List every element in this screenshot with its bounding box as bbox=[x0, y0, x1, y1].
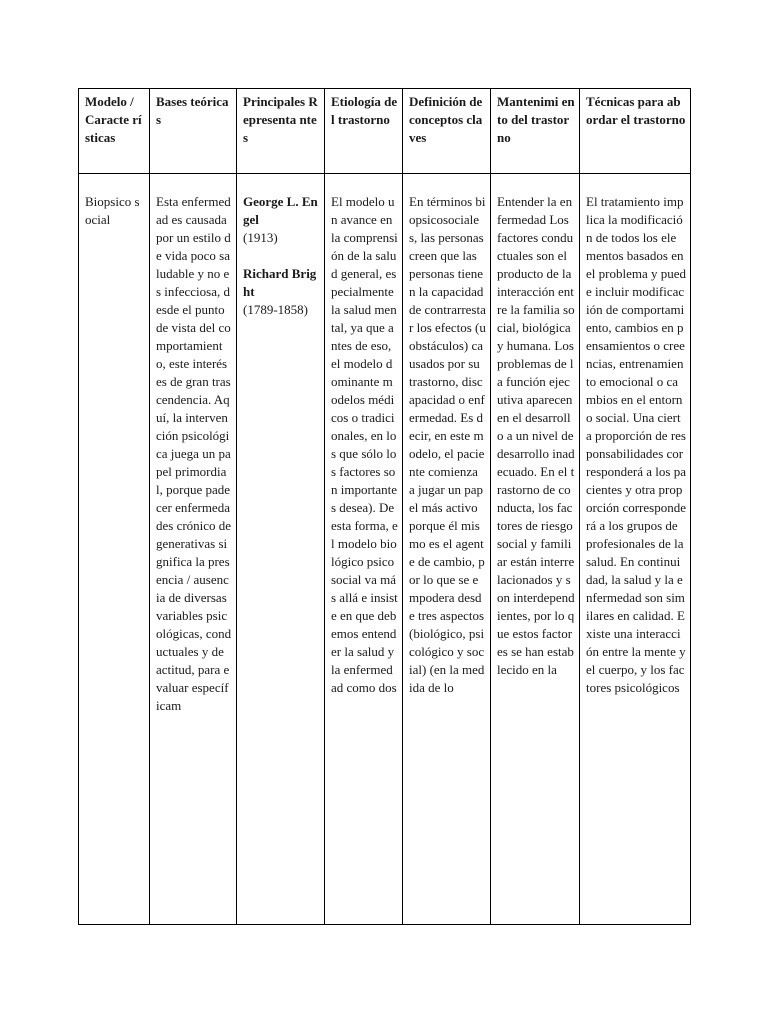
cell-bases: Esta enfermedad es causada por un estilo de vida poco saludable y no es infecciosa, desde el punto de vista del comportamiento, este interés es de gran trascendencia. Aquí, la intervención psicológica juega un papel primordial, porque padecer enfermedades crónico degenerativas significa la presencia / ausencia de diversas variables psicológicas, conductuales y de actitud, para evaluar específicam bbox=[150, 174, 237, 925]
header-row bbox=[79, 89, 691, 174]
header-definicion: Definición de conceptos claves bbox=[403, 89, 491, 174]
cell-etiologia: El modelo un avance en la comprensión de la salud general, especialmente la salud mental, ya que antes de eso, el modelo dominante modelos médicos o tradicionales, en los que sólo los factores son importantes desea). De esta forma, el modelo biológico psicosocial va más allá e insiste en que debemos entender la salud y la enfermedad como dos bbox=[325, 174, 403, 925]
table-row bbox=[79, 174, 691, 925]
rep1-year: (1913) bbox=[243, 230, 278, 245]
models-table bbox=[78, 88, 691, 925]
rep2-year: (1789-1858) bbox=[243, 302, 308, 317]
header-mantenimiento: Mantenimi ento del trastorno bbox=[491, 89, 580, 174]
cell-tecnicas: El tratamiento implica la modificación de todos los elementos basados en el problema y puede incluir modificación de comportamiento, cambios en pensamientos o creencias, entrenamiento emocional o cambios en el entorno social. Una cierta proporción de responsabilidades corresponderá a los pacientes y otra proporción corresponderá a los grupos de profesionales de la salud. En continuidad, la salud y la enfermedad son similares en calidad. Existe una interacción entre la mente y el cuerpo, y los factores psicológicos bbox=[580, 174, 691, 925]
rep2-name: Richard Bright bbox=[243, 266, 317, 299]
cell-modelo: Biopsico social bbox=[79, 174, 150, 925]
rep1-name: George L. Engel bbox=[243, 194, 318, 227]
header-bases: Bases teóricas bbox=[150, 89, 237, 174]
cell-mantenimiento: Entender la enfermedad Los factores conductuales son el producto de la interacción entre la familia social, biológica y humana. Los problemas de la función ejecutiva aparecen en el desarrollo a un nivel de desarrollo inadecuado. En el trastorno de conducta, los factores de riesgo social y familiar están interrelacionados y son interdependientes, por lo que estos factores se han establecido en la bbox=[491, 174, 580, 925]
cell-representantes bbox=[237, 174, 325, 925]
header-modelo: Modelo / Caracte rísticas bbox=[79, 89, 150, 174]
header-representantes: Principales Representa ntes bbox=[237, 89, 325, 174]
cell-definicion: En términos biopsicosociales, las personas creen que las personas tienen la capacidad de contrarrestar los efectos (u obstáculos) causados por su trastorno, discapacidad o enfermedad. Es decir, en este modelo, el paciente comienza a jugar un papel más activo porque él mismo es el agente de cambio, por lo que se empodera desde tres aspectos (biológico, psicológico y social) (en la medida de lo bbox=[403, 174, 491, 925]
header-etiologia: Etiología del trastorno bbox=[325, 89, 403, 174]
header-tecnicas: Técnicas para abordar el trastorno bbox=[580, 89, 691, 174]
